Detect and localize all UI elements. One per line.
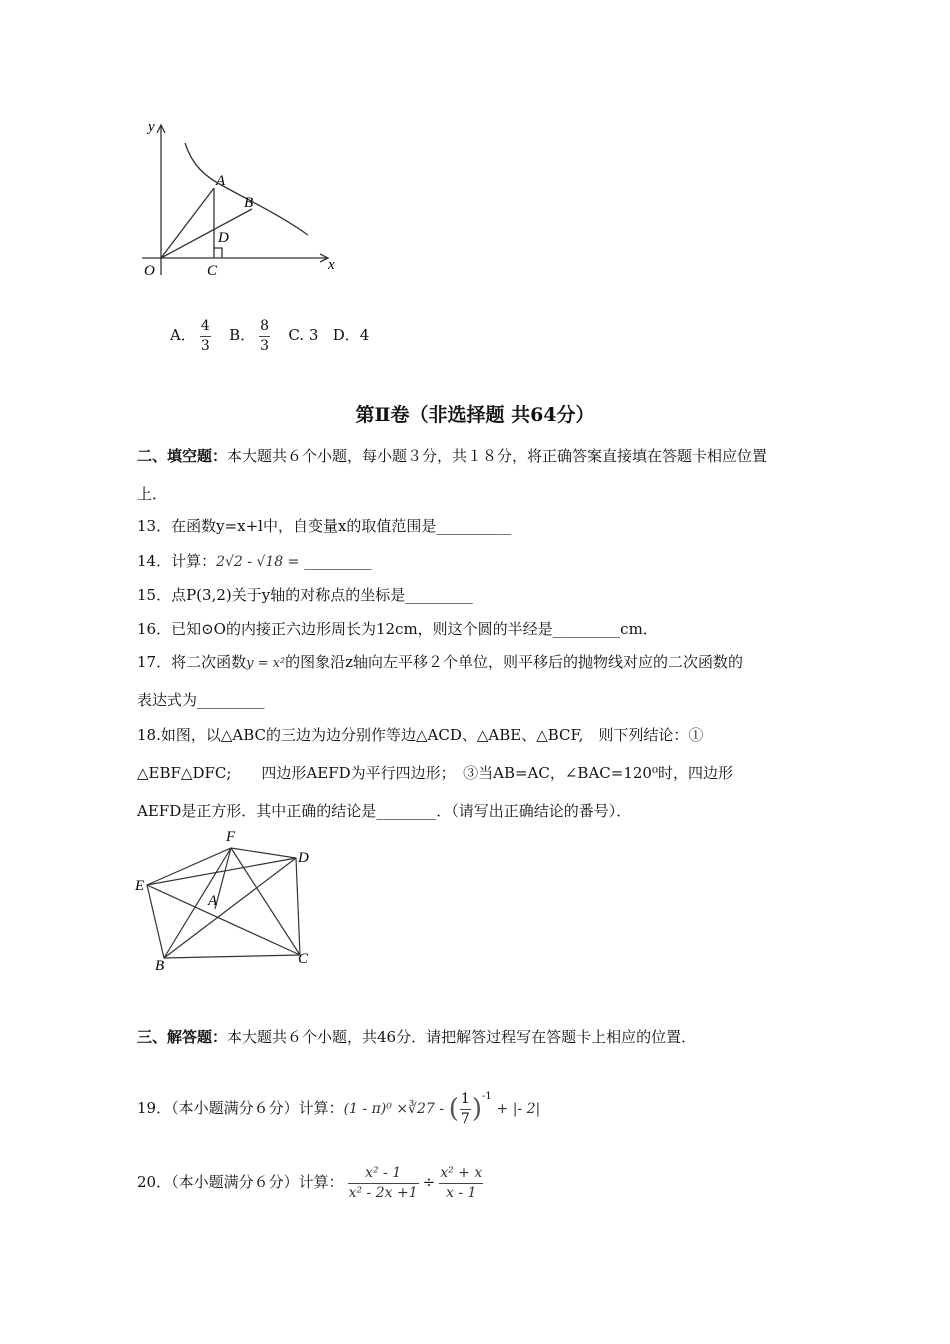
question-18-line3: AEFD是正方形．其中正确的结论是________．（请写出正确结论的番号）． <box>137 802 632 820</box>
question-16: 16．已知⊙O的内接正六边形周长为12cm，则这个圆的半经是_________cm． <box>137 620 658 638</box>
option-b-fraction: $\frac{8}{3}$ <box>260 317 270 354</box>
label-E: E <box>135 878 145 894</box>
label-C: C <box>207 263 218 279</box>
option-a-label: A． <box>170 326 196 344</box>
segment-OB <box>161 209 252 258</box>
question-15: 15．点P(3,2)关于y轴的对称点的坐标是_________ <box>137 586 473 604</box>
question-18-line2: △EBF△DFC; 四边形AEFD为平行四边形； ③当AB=AC，∠BAC=120⁰时，四边形 <box>137 764 733 782</box>
label-y: y <box>148 119 155 135</box>
hyperbola-curve <box>185 143 308 235</box>
outer-polygon <box>147 848 300 958</box>
q20-fraction2: $\frac{\text{x² + x}}{x - 1}$ <box>440 1164 483 1201</box>
right-angle-mark <box>214 248 222 258</box>
segment-BD <box>164 858 296 958</box>
label-D2: D <box>298 850 309 866</box>
label-O: O <box>144 263 155 279</box>
section3-heading: 三、解答题： <box>137 1028 228 1046</box>
q20-fraction1: $\frac{\text{x² - 1}}{\text{x² - 2x +1}}$ <box>348 1164 418 1201</box>
label-C2: C <box>298 951 309 967</box>
option-c: C. 3 <box>288 326 319 344</box>
section3-intro: 三、解答题：本大题共６个小题，共46分．请把解答过程写在答题卡上相应的位置． <box>137 1028 697 1046</box>
segment-OA <box>161 188 214 258</box>
q20-divide: ÷ <box>422 1173 436 1191</box>
label-D: D <box>218 230 229 246</box>
question-17: 17．将二次函数y = x²的图象沿z轴向左平移２个单位，则平移后的抛物线对应的二次函数的 <box>137 653 744 671</box>
label-x: x <box>328 257 335 273</box>
q17-expression: y = x² <box>246 656 286 671</box>
label-B: B <box>244 195 254 211</box>
segment-AF <box>215 848 231 909</box>
triangle-figure <box>130 825 330 975</box>
q19-fraction: $\frac{1}{7}$ <box>460 1090 470 1127</box>
q19-exponent: -1 <box>481 1091 492 1102</box>
section2-heading: 二、填空题： <box>137 447 228 465</box>
label-B2: B <box>155 958 165 974</box>
question-13: 13．在函数y=x+l中，自变量x的取值范围是__________ <box>137 517 512 535</box>
q14-expression: 2√2 - √18 = <box>216 554 300 570</box>
answer-options <box>170 314 369 356</box>
label-F: F <box>226 829 236 845</box>
q19-term1: (1 - π)⁰ ×∛27 - <box>343 1101 444 1117</box>
part-title: 第Ⅱ卷（非选择题 共64分） <box>355 404 595 426</box>
label-A2: A <box>208 893 218 909</box>
section2-intro: 二、填空题：本大题共６个小题，每小题３分，共１８分，将正确答案直接填在答题卡相应位置 <box>137 447 768 465</box>
option-a-fraction: $\frac{4}{3}$ <box>200 317 210 354</box>
hyperbola-figure <box>130 115 350 285</box>
question-18-line1: 18.如图，以△ABC的三边为边分别作等边△ACD、△ABE、△BCF, 则下列结论：① <box>137 726 704 744</box>
question-17-cont: 表达式为_________ <box>137 691 265 709</box>
segment-BF <box>164 848 231 958</box>
segment-ED <box>147 858 296 885</box>
option-d: D．4 <box>332 326 370 344</box>
question-20: 20．（本小题满分６分）计算： $\frac{\text{x² - 1}}{\text{x² - 2x +1}}$ ÷ $\frac{\text{x² + x}}{x - 1}$ <box>137 1164 483 1201</box>
question-14: 14．计算：2√2 - √18 = _________ <box>137 552 372 570</box>
q19-term2: + |- 2| <box>496 1101 541 1117</box>
section2-intro-cont: 上． <box>137 485 168 503</box>
question-19: 19．（本小题满分６分）计算：(1 - π)⁰ ×∛27 - ( $\frac{1}{7}$ )$^{-1}$ + |- 2| <box>137 1090 541 1127</box>
label-A: A <box>216 173 226 189</box>
option-b-label: B． <box>229 326 256 344</box>
